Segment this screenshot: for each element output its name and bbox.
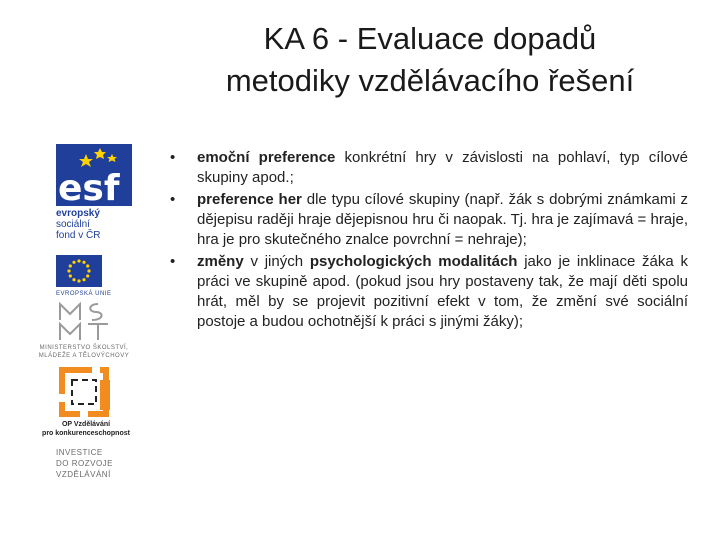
slide-title: [150, 18, 710, 102]
bullet-3-text-mid: v jiných: [243, 253, 310, 270]
msmt-graphic: [58, 302, 112, 342]
msmt-logo-icon: [58, 302, 112, 342]
bullet-item-game-preference: [170, 190, 688, 250]
bullet-1-text: konkrétní hry v závislosti na pohlaví, typ cílové skupiny apod.;: [197, 149, 688, 186]
op-caption: [34, 420, 138, 438]
esf-text-line-2: sociální: [56, 219, 90, 230]
op-vk-logo-icon: [58, 366, 114, 418]
bullet-list: [170, 148, 688, 332]
eu-stars-icon: [56, 255, 102, 287]
eu-caption: EVROPSKÁ UNIE: [56, 291, 112, 297]
esf-text-line-1: evropský: [56, 208, 100, 219]
op-caption-line-1: OP Vzdělávání: [61, 421, 111, 428]
bullet-3-bold-mid: psychologických modalitách: [309, 253, 518, 270]
msmt-caption-line-2: MLÁDEŽE A TĚLOVÝCHOVY: [38, 353, 130, 359]
bullet-item-emotional-preference: [170, 148, 688, 188]
invest-line-3: VZDĚLÁVÁNÍ: [56, 470, 111, 479]
op-vk-graphic: [58, 366, 114, 418]
bullet-1-bold: emoční preference: [197, 149, 336, 166]
bullet-3-bold-pre: změny: [197, 253, 244, 270]
title-line-1: KA 6 - Evaluace dopadů: [263, 21, 597, 56]
title-line-2: metodiky vzdělávacího řešení: [225, 63, 635, 98]
esf-letters: esf: [58, 168, 120, 206]
esf-text: [56, 208, 136, 241]
esf-logo: [56, 144, 132, 206]
op-caption-line-2: pro konkurenceschopnost: [42, 430, 130, 437]
invest-line-2: DO ROZVOJE: [56, 459, 114, 468]
invest-line-1: INVESTICE: [56, 448, 103, 457]
bullet-2-bold: preference her: [197, 191, 302, 208]
bullet-2-text: dle typu cílové skupiny (např. žák s dobrými známkami z dějepisu raději hraje dějepisnou hru či naopak. Tj. hra je zajímavá = hraje, hra je pro skutečného znalce povrchní = nehraje);: [197, 191, 688, 248]
esf-logo-graphic: [56, 144, 132, 206]
bullet-item-modality-changes: [170, 252, 688, 332]
msmt-caption: [28, 344, 140, 360]
esf-text-line-3: fond v ČR: [56, 230, 101, 241]
invest-caption: [56, 447, 113, 480]
bullet-content: [170, 148, 688, 334]
bullet-3-text: jako je inklinace žáka k práci ve skupině apod. (pokud jsou hry postaveny tak, že mají děti spolu hrát, měl by se projevit pozitivní efekt v tom, že změní své sociální postoje a budou ochotnější k práci s jinými žáky);: [197, 253, 688, 330]
msmt-caption-line-1: MINISTERSTVO ŠKOLSTVÍ,: [39, 345, 129, 351]
eu-flag-icon: [56, 255, 102, 287]
